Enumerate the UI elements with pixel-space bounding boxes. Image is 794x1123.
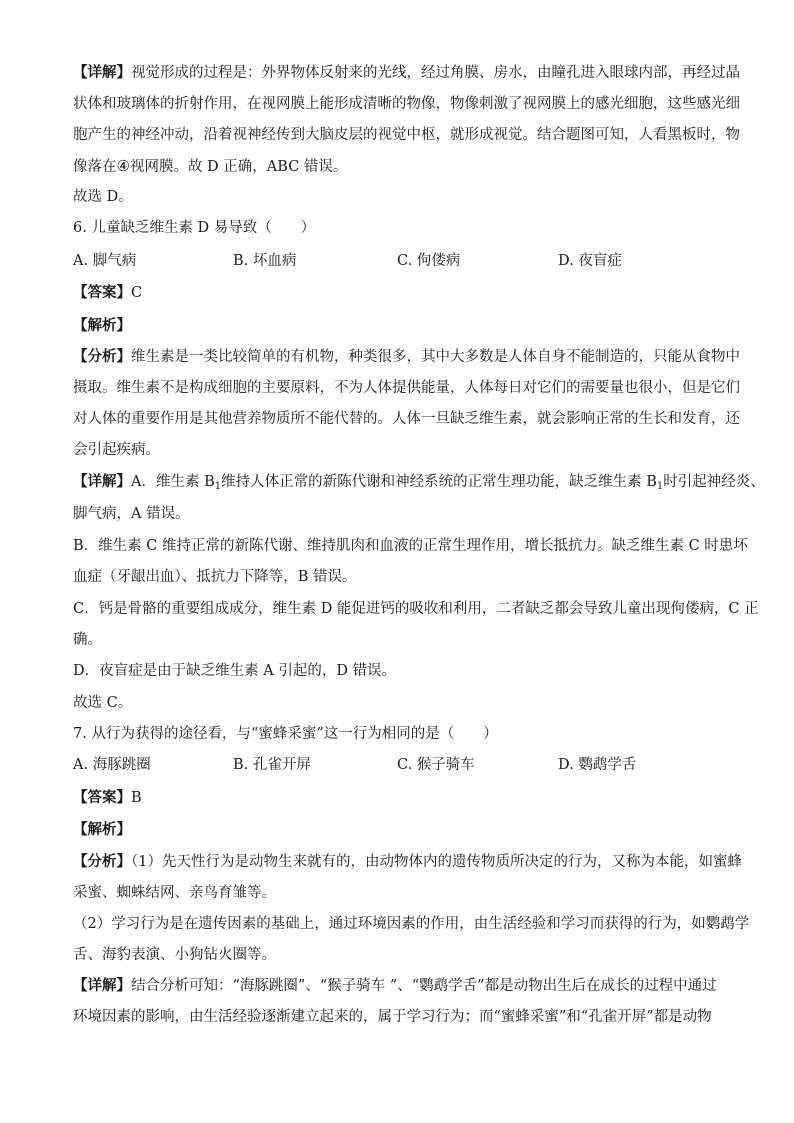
q6-fenxi-line-3: 对人体的重要作用是其他营养物质所不能代替的。人体一旦缺乏维生素，就会影响正常的生长和发育，还 (73, 411, 740, 427)
q7-option-c: C. 猴子骑车 (397, 757, 475, 773)
q6-answer: 【答案】C (73, 284, 143, 301)
q6-option-a: A. 脚气病 (73, 253, 137, 269)
circled-number-4: ④ (116, 157, 130, 175)
q6-detail-c-line-1: C．钙是骨骼的重要组成成分，维生素 D 能促进钙的吸收和利用，二者缺乏都会导致儿童出现佝偻病，C 正 (73, 601, 759, 617)
q6-option-c: C. 佝偻病 (397, 253, 461, 269)
q6-stem: 6. 儿童缺乏维生素 D 易导致（ ） (73, 220, 316, 236)
q6-fenxi-line-4: 会引起疾病。 (73, 442, 160, 458)
detail-tag: 【详解】 (73, 64, 131, 81)
q7-analysis-tag: 【解析】 (73, 821, 131, 838)
q6-option-b: B. 坏血病 (233, 253, 297, 269)
q6-analysis-tag: 【解析】 (73, 317, 131, 334)
q7-option-d: D. 鹦鹉学舌 (558, 757, 637, 773)
q7-detail-line-2: 环境因素的影响，由生活经验逐渐建立起来的，属于学习行为；而“蜜蜂采蜜”和“孔雀开屏”都是动物 (73, 1009, 712, 1025)
q6-detail-a-line-1: 【详解】A．维生素 $B_1$维持人体正常的新陈代谢和神经系统的正常生理功能，缺乏维生素 $B_1$时引起神经炎、 (73, 473, 765, 492)
q6-fenxi-line-2: 摄取。维生素不是构成细胞的主要原料，不为人体提供能量，人体每日对它们的需要量也很小，但是它们 (73, 380, 740, 396)
q5-detail-line-1: 【详解】视觉形成的过程是：外界物体反射来的光线，经过角膜、房水，由瞳孔进入眼球内部，再经过晶 (73, 64, 740, 81)
q7-option-b: B. 孔雀开屏 (233, 757, 311, 773)
q7-option-a: A. 海豚跳圈 (73, 757, 151, 773)
q5-detail-line-4: 像落在④视网膜。故 D 正确，ABC 错误。 (73, 157, 348, 175)
q7-stem: 7. 从行为获得的途径看，与“蜜蜂采蜜”这一行为相同的是（ ） (73, 726, 498, 742)
q6-detail-a-line-2: 脚气病，A 错误。 (73, 506, 190, 522)
q6-detail-b-line-1: B．维生素 C 维持正常的新陈代谢、维持肌肉和血液的正常生理作用，增长抵抗力。缺乏维生素 C 时患坏 (73, 538, 748, 554)
q7-options (73, 754, 723, 776)
q5-detail-line-2: 状体和玻璃体的折射作用，在视网膜上能形成清晰的物像，物像刺激了视网膜上的感光细胞，这些感光细 (73, 96, 740, 112)
q6-option-d: D. 夜盲症 (558, 253, 622, 269)
q7-fenxi-line-1: 【分析】（1）先天性行为是动物生来就有的，由动物体内的遗传物质所决定的行为，又称为本能，如蜜蜂 (73, 853, 742, 870)
q7-fenxi-line-3: （2）学习行为是在遗传因素的基础上，通过环境因素的作用，由生活经验和学习而获得的行为，如鹦鹉学 (73, 916, 750, 932)
q7-detail-line-1: 【详解】结合分析可知：“海豚跳圈”、“猴子骑车 ”、“鹦鹉学舌”都是动物出生后在成长的过程中通过 (73, 977, 717, 994)
q6-choose: 故选 C。 (73, 695, 133, 711)
q6-fenxi-line-1: 【分析】维生素是一类比较简单的有机物，种类很多，其中大多数是人体自身不能制造的，只能从食物中 (73, 348, 740, 365)
q5-choose: 故选 D。 (73, 189, 133, 205)
q6-detail-b-line-2: 血症（牙龈出血）、抵抗力下降等，B 错误。 (73, 569, 357, 585)
q7-answer: 【答案】B (73, 789, 142, 806)
q6-options (73, 250, 723, 272)
q6-detail-c-line-2: 确。 (73, 632, 102, 648)
q7-fenxi-line-4: 舌、海豹表演、小狗钻火圈等。 (73, 947, 276, 963)
q5-detail-line-3: 胞产生的神经冲动，沿着视神经传到大脑皮层的视觉中枢，就形成视觉。结合题图可知，人看黑板时，物 (73, 127, 740, 143)
q7-fenxi-line-2: 采蜜、蜘蛛结网、亲鸟育雏等。 (73, 885, 276, 901)
q6-detail-d-line-1: D．夜盲症是由于缺乏维生素 A 引起的，D 错误。 (73, 663, 397, 679)
